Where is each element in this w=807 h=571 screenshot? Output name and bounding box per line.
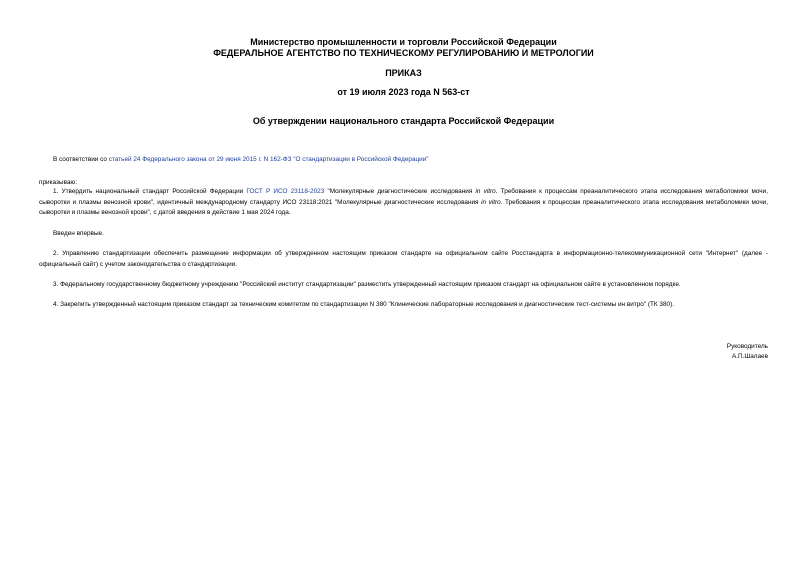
basis-prefix: В соответствии со (53, 156, 109, 163)
item-1-prefix: 1. Утвердить национальный стандарт Российской Федерации (53, 188, 247, 195)
signatory-name: А.П.Шалаев (731, 353, 768, 360)
document-date-number: от 19 июля 2023 года N 563-ст (337, 87, 470, 97)
ministry-name: Министерство промышленности и торговли Российской Федерации (250, 37, 557, 47)
item-3-paragraph: 3. Федеральному государственному бюджетному учреждению "Российский институт стандартизации" разместить утвержденный настоящим приказом стандарт на официальном сайте в установленном порядке. (53, 281, 681, 288)
item-4-paragraph: 4. Закрепить утвержденный настоящим приказом стандарт за техническим комитетом по стандартизации N 380 "Клинические лабораторные исследования и диагностические тест-системы ин витро" (ТК 380). (53, 301, 674, 308)
item-2-paragraph: 2. Управлению стандартизации обеспечить размещение информации об утвержденном настоящим приказом стандарте на официальном сайте Росстандарта в информационно-телекоммуникационной сети "Интернет" (далее - официальный сайт) с учетом законодательства о стандартизации. (39, 250, 768, 268)
item-1-text-a: "Молекулярные диагностические исследования (324, 188, 476, 195)
first-time-note: Введен впервые. (53, 230, 104, 237)
item-1-italic-a: in vitro (475, 188, 496, 195)
basis-paragraph (39, 155, 768, 166)
item-1-text-c: . Требования к процессам преаналитического этапа исследования метаболомики мочи, сыворотки и плазмы венозной крови", с датой введения в действие 1 мая 2024 года. (39, 198, 768, 216)
item-1-text-b: . Требования к процессам преаналитического этапа исследования метаболомики мочи, сыворотки и плазмы венозной крови", идентичный международному стандарту ИСО 23118:2021 "Молекулярные диагностические исследования (39, 188, 768, 206)
standard-link[interactable]: ГОСТ Р ИСО 23118-2023 (246, 188, 325, 195)
item-1-italic-b: in vitro (481, 198, 501, 206)
agency-name: ФЕДЕРАЛЬНОЕ АГЕНТСТВО ПО ТЕХНИЧЕСКОМУ РЕГУЛИРОВАНИЮ И МЕТРОЛОГИИ (213, 48, 594, 58)
document-subject: Об утверждении национального стандарта Российской Федерации (252, 116, 555, 126)
signatory-position: Руководитель (726, 343, 768, 350)
item-1-paragraph (39, 187, 768, 219)
document-type: ПРИКАЗ (385, 68, 422, 78)
order-word: приказываю: (39, 179, 77, 186)
federal-law-link[interactable]: статьей 24 Федерального закона от 29 июня 2015 г. N 162-ФЗ "О стандартизации в Российской Федерации" (108, 156, 429, 163)
